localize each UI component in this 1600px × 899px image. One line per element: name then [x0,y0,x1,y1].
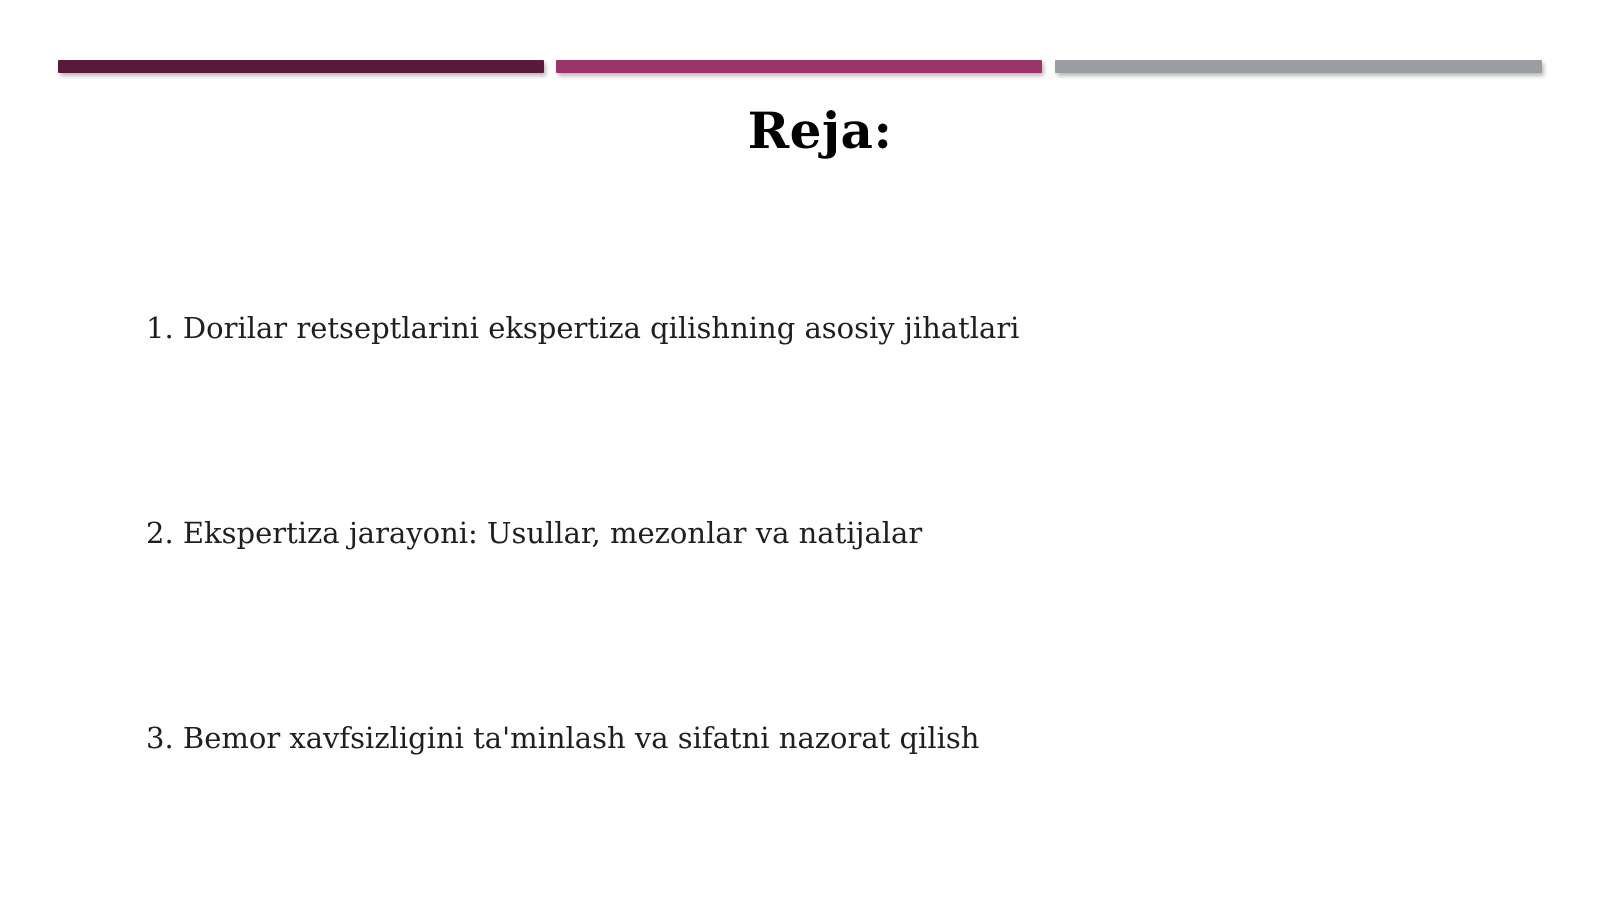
accent-bar-gray [1055,60,1542,73]
slide-title: Reja: [747,101,893,160]
plan-item-3: 3. Bemor xavfsizligini ta'minlash va sifatni nazorat qilish [146,721,980,755]
plan-item-2: 2. Ekspertiza jarayoni: Usullar, mezonlar va natijalar [146,516,923,550]
accent-bar-plum [58,60,544,73]
accent-bar-group [58,60,1542,73]
accent-bar-magenta [556,60,1042,73]
plan-item-1: 1. Dorilar retseptlarini ekspertiza qilishning asosiy jihatlari [146,311,1020,345]
